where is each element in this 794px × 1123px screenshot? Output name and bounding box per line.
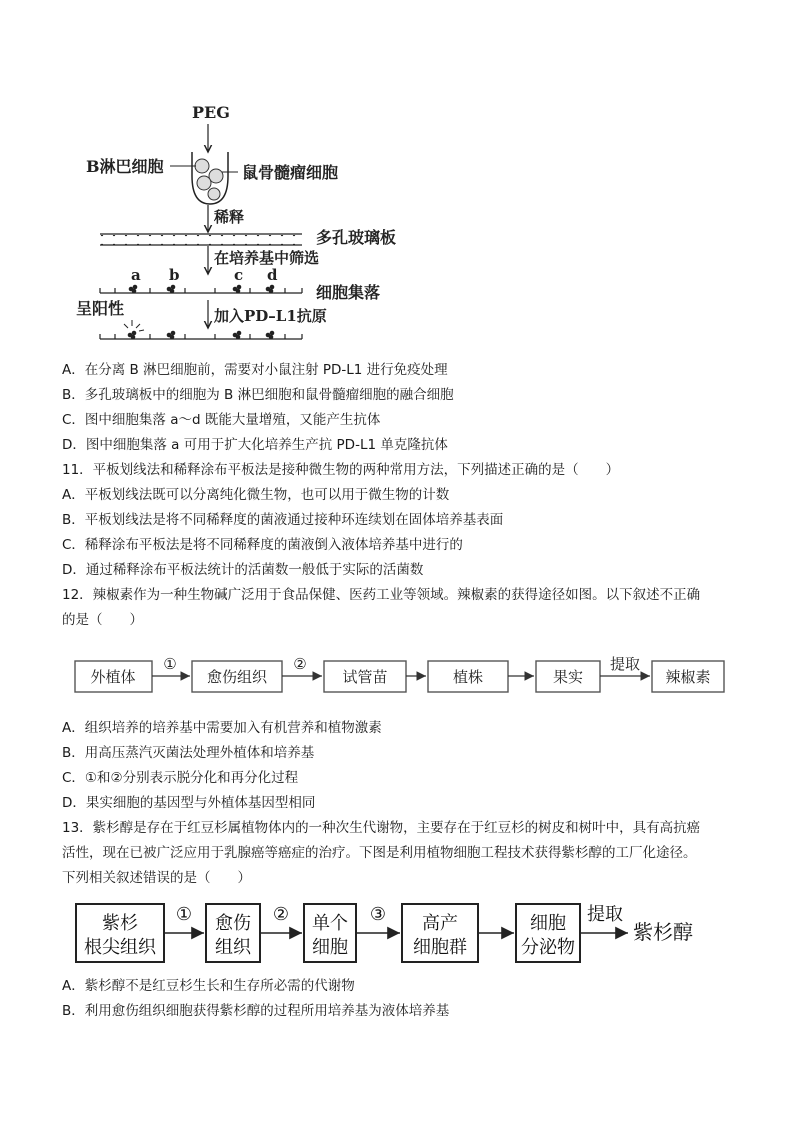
capsaicin-flow-diagram [0, 648, 794, 708]
b-cell-label: B淋巴细胞 [86, 157, 164, 176]
flow1-arrow-label-1: ① [163, 655, 177, 673]
flow2-box-callus-l2: 组织 [215, 937, 251, 958]
cell-circle [208, 188, 220, 200]
flow1-box-explant: 外植体 [90, 668, 136, 686]
q10-option-b: B．多孔玻璃板中的细胞为 B 淋巴细胞和鼠骨髓瘤细胞的融合细胞 [62, 387, 454, 403]
dilute-label: 稀释 [214, 208, 245, 226]
colony-label-d: d [267, 266, 278, 284]
flow1-box-capsaicin: 辣椒素 [665, 668, 711, 686]
peg-label: PEG [192, 103, 230, 122]
colony-label-c: c [234, 266, 244, 284]
flow2-arrow-label-extract: 提取 [587, 904, 623, 925]
plate-wells [100, 235, 302, 245]
flow2-arrow-label-2: ② [272, 904, 290, 925]
colony-label-b: b [169, 266, 180, 284]
screen-label: 在培养基中筛选 [214, 249, 320, 267]
flow2-arrow-label-1: ① [175, 904, 193, 925]
flow2-product: 紫杉醇 [633, 920, 693, 944]
add-antigen-label: 加入PD–L1抗原 [214, 307, 327, 325]
colony-label-a: a [131, 266, 141, 284]
flow2-box-root-tip-l1: 紫杉 [102, 913, 138, 934]
q13-option-b: B．利用愈伤组织细胞获得紫杉醇的过程所用培养基为液体培养基 [62, 1003, 450, 1019]
flow2-box-secretion-l1: 细胞 [530, 913, 566, 934]
q10-option-c: C．图中细胞集落 a～d 既能大量增殖，又能产生抗体 [62, 412, 381, 428]
flow2-box-root-tip-l2: 根尖组织 [84, 937, 156, 958]
q11-option-c: C．稀释涂布平板法是将不同稀释度的菌液倒入液体培养基中进行的 [62, 537, 463, 553]
cell-circle [195, 159, 209, 173]
cell-circle [197, 176, 211, 190]
q12-option-d: D．果实细胞的基因型与外植体基因型相同 [62, 795, 316, 811]
positive-label: 呈阳性 [76, 299, 125, 318]
flow1-box-callus: 愈伤组织 [206, 668, 268, 686]
q13-stem-line1: 13．紫杉醇是存在于红豆杉属植物体内的一种次生代谢物，主要存在于红豆杉的树皮和树叶中，具有高抗癌 [62, 820, 701, 836]
myeloma-label: 鼠骨髓瘤细胞 [242, 163, 339, 182]
flow2-box-secretion-l2: 分泌物 [521, 937, 575, 958]
q10-option-a: A．在分离 B 淋巴细胞前，需要对小鼠注射 PD-L1 进行免疫处理 [62, 362, 448, 378]
flow1-arrow-label-extract: 提取 [609, 655, 641, 673]
q11-option-b: B．平板划线法是将不同稀释度的菌液通过接种环连续划在固体培养基表面 [62, 512, 504, 528]
positive-glow [124, 320, 144, 331]
flow2-box-high-yield-l1: 高产 [422, 913, 458, 934]
q11-option-d: D．通过稀释涂布平板法统计的活菌数一般低于实际的活菌数 [62, 562, 424, 578]
q13-option-a: A．紫杉醇不是红豆杉生长和生存所必需的代谢物 [62, 978, 355, 994]
plate-label: 多孔玻璃板 [316, 228, 397, 247]
colonies-label: 细胞集落 [316, 283, 381, 302]
q11-stem: 11．平板划线法和稀释涂布平板法是接种微生物的两种常用方法，下列描述正确的是（ ） [62, 462, 620, 478]
q11-option-a: A．平板划线法既可以分离纯化微生物，也可以用于微生物的计数 [62, 487, 450, 503]
flow1-box-fruit: 果实 [552, 668, 584, 686]
q13-stem-line3: 下列相关叙述错误的是（ ） [62, 870, 251, 886]
hybridoma-diagram [0, 0, 794, 350]
paclitaxel-flow-diagram [0, 894, 794, 972]
q12-option-a: A．组织培养的培养基中需要加入有机营养和植物激素 [62, 720, 382, 736]
q13-stem-line2: 活性，现在已被广泛应用于乳腺癌等癌症的治疗。下图是利用植物细胞工程技术获得紫杉醇的工厂化途径。 [62, 845, 697, 861]
flow1-arrow-label-2: ② [293, 655, 307, 673]
flow2-arrow-label-3: ③ [369, 904, 387, 925]
q12-option-c: C．①和②分别表示脱分化和再分化过程 [62, 770, 299, 786]
flow2-box-single-cell-l2: 细胞 [312, 937, 348, 958]
q12-stem-line1: 12．辣椒素作为一种生物碱广泛用于食品保健、医药工业等领域。辣椒素的获得途径如图。以下叙述不正确 [62, 587, 701, 603]
flow2-box-callus-l1: 愈伤 [215, 913, 251, 934]
q10-option-d: D．图中细胞集落 a 可用于扩大化培养生产抗 PD-L1 单克隆抗体 [62, 437, 448, 453]
flow1-box-plant: 植株 [452, 668, 484, 686]
q12-option-b: B．用高压蒸汽灭菌法处理外植体和培养基 [62, 745, 315, 761]
flow2-box-single-cell-l1: 单个 [312, 913, 348, 934]
flow2-box-high-yield-l2: 细胞群 [413, 937, 467, 958]
q12-stem-line2: 的是（ ） [62, 612, 143, 628]
flow1-box-plantlet: 试管苗 [342, 668, 388, 686]
